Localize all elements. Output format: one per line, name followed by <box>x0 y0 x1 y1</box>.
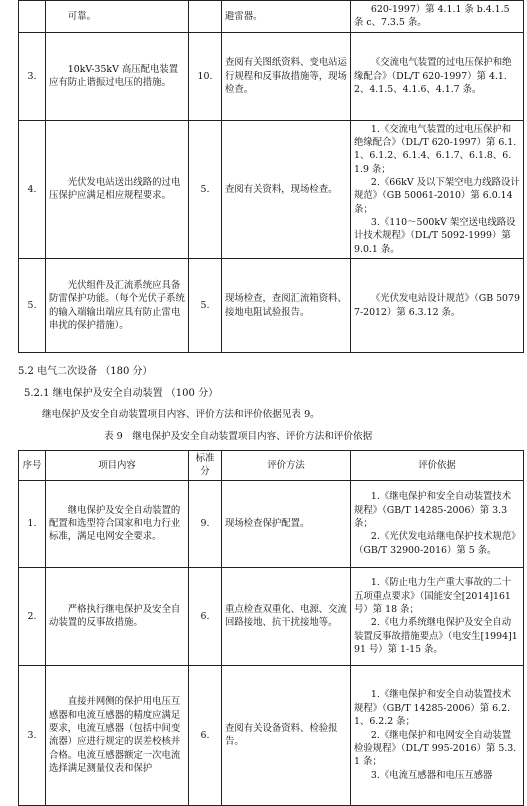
subsection-heading: 5.2.1 继电保护及安全自动装置 （100 分） <box>24 388 219 399</box>
evaluation-basis <box>351 480 524 567</box>
basis-reference: 2.《继电保护和电网安全自动装置检验规程》（DL/T 995-2016）第 5.3.1 条； <box>354 729 517 768</box>
standard-score: 5. <box>189 259 222 353</box>
evaluation-basis <box>351 259 524 353</box>
evaluation-basis <box>351 32 524 120</box>
evaluation-basis <box>351 1 524 33</box>
basis-reference: 1.《防止电力生产重大事故的二十五项重点要求》（国能安全[2014]161 号）第 18 条； <box>354 577 512 615</box>
evaluation-basis <box>351 665 524 805</box>
standard-score: 5. <box>189 120 222 258</box>
evaluation-method: 现场检查，查阅汇流箱资料、接地电阻试验报告。 <box>222 259 351 353</box>
basis-reference: 3.《110～500kV 架空送电线路设计技术规程》（DL/T 5092-1999）第 9.0.1 条。 <box>354 217 516 255</box>
table-row <box>19 32 524 120</box>
table-row <box>19 567 524 665</box>
header-basis: 评价依据 <box>351 451 524 481</box>
item-content: 10kV-35kV 高压配电装置应有防止谐振过电压的措施。 <box>46 32 189 120</box>
item-content: 光伏发电站送出线路的过电压保护应满足相应规程要求。 <box>46 120 189 258</box>
evaluation-basis <box>351 567 524 665</box>
item-content: 继电保护及安全自动装置的配置和选型符合国家和电力行业标准，满足电网安全要求。 <box>46 480 189 567</box>
row-number: 1. <box>19 480 46 567</box>
evaluation-method: 现场检查保护配置。 <box>222 480 351 567</box>
basis-reference: 1.《交流电气装置的过电压保护和绝缘配合》（DL/T 620-1997）第 6.1.1、6.1.2、6.1.4、6.1.7、6.1.8、6.1.9 条； <box>354 123 517 175</box>
basis-reference: 1.《继电保护和安全自动装置技术规程》（GB/T 14285-2006）第 3.3 条； <box>354 491 512 530</box>
basis-reference: 1.《继电保护和安全自动装置技术规程》（GB/T 14285-2006）第 6.2.1、6.2.2 条； <box>354 689 512 728</box>
basis-reference: 2.《电力系统继电保护及安全自动装置反事故措施要点》（电安生[1994]191 号）第 1-15 条。 <box>354 617 518 655</box>
header-method: 评价方法 <box>222 451 351 481</box>
table-row <box>19 120 524 258</box>
evaluation-method: 查阅有关图纸资料、变电站运行规程和反事故措施等，现场检查。 <box>222 32 351 120</box>
section-heading: 5.2 电气二次设备 （180 分） <box>18 366 153 377</box>
basis-reference: 3.《电流互感器和电压互感器 <box>370 769 493 781</box>
standard-score: 6. <box>189 567 222 665</box>
row-number: 5. <box>19 259 46 353</box>
evaluation-method: 查阅有关设备资料、检验报告。 <box>222 665 351 805</box>
standard-score <box>189 1 222 33</box>
table-row <box>19 259 524 353</box>
evaluation-method: 重点检查双重化、电源、交流回路接地、抗干扰接地等。 <box>222 567 351 665</box>
row-number <box>19 1 46 33</box>
standard-score: 9. <box>189 480 222 567</box>
standard-score: 10. <box>189 32 222 120</box>
table-row <box>19 1 524 33</box>
item-content: 直接并网侧的保护用电压互感器和电流互感器的精度应满足要求，电流互感器（包括中间变流器）应进行规定的误差校核并合格。电流互感器额定一次电流选择满足测量仪表和保护 <box>46 665 189 805</box>
basis-reference: 《交流电气装置的过电压保护和绝缘配合》（DL/T 620-1997）第 4.1.2、4.1.5、4.1.6、4.1.7 条。 <box>354 57 512 95</box>
row-number: 3. <box>19 665 46 805</box>
table-row <box>19 665 524 805</box>
header-no: 序号 <box>19 451 46 481</box>
item-content: 可靠。 <box>46 1 189 33</box>
row-number: 4. <box>19 120 46 258</box>
row-number: 3. <box>19 32 46 120</box>
table-caption: 表 9 继电保护及安全自动装置项目内容、评价方法和评价依据 <box>104 431 373 442</box>
row-number: 2. <box>19 567 46 665</box>
table-row <box>19 480 524 567</box>
table-header-row <box>19 451 524 481</box>
basis-reference: 620-1997）第 4.1.1 条 b.4.1.5 条 c、7.3.5 条。 <box>354 4 510 29</box>
header-item: 项目内容 <box>46 451 189 481</box>
basis-reference: 2.《光伏发电站继电保护技术规范》（GB/T 32900-2016）第 5 条。 <box>354 531 516 556</box>
header-score: 标准分 <box>189 451 222 481</box>
evaluation-basis <box>351 120 524 258</box>
standard-score: 6. <box>189 665 222 805</box>
evaluation-method: 查阅有关资料，现场检查。 <box>222 120 351 258</box>
table-9 <box>18 450 524 806</box>
evaluation-method: 避雷器。 <box>222 1 351 33</box>
item-content: 光伏组件及汇流系统应具备防雷保护功能。（每个光伏子系统的输入端输出端应具有防止雷电串扰的保护措施）。 <box>46 259 189 353</box>
basis-reference: 2.《66kV 及以下架空电力线路设计规范》（GB 50061-2010）第 6.0.14 条； <box>354 177 520 215</box>
basis-reference: 《光伏发电站设计规范》（GB 50797-2012）第 6.3.12 条。 <box>354 293 520 318</box>
intro-paragraph: 继电保护及安全自动装置项目内容、评价方法和评价依据见表 9。 <box>42 409 320 420</box>
evaluation-table-continued <box>18 0 524 353</box>
item-content: 严格执行继电保护及安全自动装置的反事故措施。 <box>46 567 189 665</box>
